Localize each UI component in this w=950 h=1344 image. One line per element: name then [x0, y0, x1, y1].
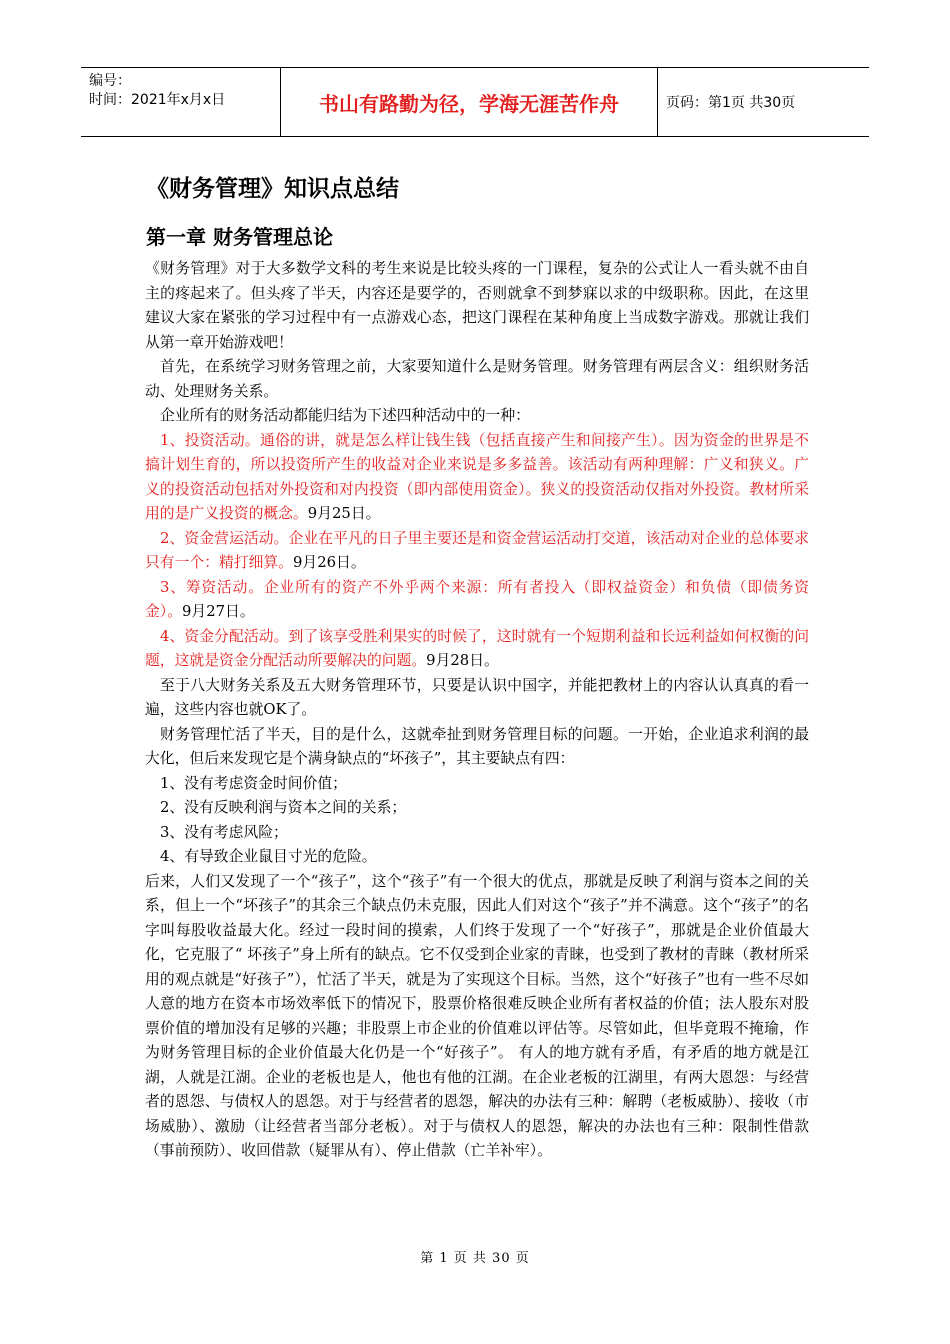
activity-investment-date: 9月25日。	[307, 505, 381, 522]
activity-distribution-text: 4、资金分配活动。到了该享受胜利果实的时候了，这时就有一个短期利益和长远利益如何权衡的问题，这就是资金分配活动所要解决的问题。	[145, 627, 809, 669]
number-label: 编号：	[89, 73, 131, 89]
activity-operation-date: 9月26日。	[292, 554, 366, 571]
activity-distribution	[145, 625, 809, 674]
activity-financing-text: 3、筹资活动。企业所有的资产不外乎两个来源：所有者投入（即权益资金）和负债（即债务资金）。	[145, 578, 809, 620]
activity-financing	[145, 576, 809, 625]
date-text: 时间：2021年x月x日	[89, 92, 226, 108]
activities-intro: 企业所有的财务活动都能归结为下述四种活动中的一种：	[160, 407, 530, 424]
activity-investment	[145, 429, 809, 527]
activity-distribution-date: 9月28日。	[426, 652, 499, 669]
list-item: 1、没有考虑资金时间价值；	[160, 774, 347, 792]
activity-financing-date: 9月27日。	[182, 603, 255, 620]
page-header	[81, 67, 869, 137]
list-item: 2、没有反映利润与资本之间的关系；	[160, 799, 407, 816]
activity-operation-text: 2、资金营运活动。企业在平凡的日子里主要还是和资金营运活动打交道，该活动对企业的总体要求只有一个：精打细算。	[145, 529, 809, 571]
document-title: 《财务管理》知识点总结	[146, 176, 399, 202]
header-meta	[81, 68, 281, 136]
goal-paragraph: 财务管理忙活了半天，目的是什么，这就牵扯到财务管理目标的问题。一开始，企业追求利润的最大化，但后来发现它是个满身缺点的“坏孩子”，其主要缺点有四：	[145, 725, 809, 767]
activity-operation	[145, 527, 809, 576]
list-item: 4、有导致企业鼠目寸光的危险。	[160, 848, 377, 865]
header-page-info: 页码：第1页 共30页	[666, 95, 796, 111]
header-motto: 书山有路勤为径，学海无涯苦作舟	[281, 68, 658, 136]
intro-paragraph: 《财务管理》对于大多数学文科的考生来说是比较头疼的一门课程，复杂的公式让人一看头就不由自主的疼起来了。但头疼了半天，内容还是要学的，否则就拿不到梦寐以求的中级职称。因此，在这里建议大家在紧张的学习过程中有一点游戏心态，把这门课程在某种角度上当成数字游戏。那就让我们从第一章开始游戏吧！	[145, 260, 809, 351]
relations-paragraph: 至于八大财务关系及五大财务管理环节，只要是认识中国字，并能把教材上的内容认认真真的看一遍，这些内容也就OK了。	[145, 676, 809, 718]
activity-investment-text: 1、投资活动。通俗的讲，就是怎么样让钱生钱（包括直接产生和间接产生）。因为资金的世界是不搞计划生育的，所以投资所产生的收益对企业来说是多多益善。该活动有两种理解：广义和狭义。广义的投资活动包括对外投资和对内投资（即内部使用资金）。狭义的投资活动仅指对外投资。教材所采用的是广义投资的概念。	[145, 431, 809, 522]
chapter-title: 第一章 财务管理总论	[146, 225, 333, 249]
definition-paragraph: 首先，在系统学习财务管理之前，大家要知道什么是财务管理。财务管理有两层含义：组织财务活动、处理财务关系。	[145, 358, 809, 400]
list-item: 3、没有考虑风险；	[160, 823, 288, 841]
page-footer: 第 1 页 共 30 页	[420, 1251, 530, 1266]
document-body	[145, 257, 809, 1164]
conclusion-paragraph: 后来，人们又发现了一个“孩子”，这个“孩子”有一个很大的优点，那就是反映了利润与资本之间的关系，但上一个“坏孩子”的其余三个缺点仍未克服，因此人们对这个“孩子”并不满意。这个“孩子”的名字叫每股收益最大化。经过一段时间的摸索，人们终于发现了一个“好孩子”，那就是企业价值最大化，它克服了“ 坏孩子”身上所有的缺点。它不仅受到企业家的青睐，也受到了教材的青睐（教材所采用的观点就是“好孩子”），忙活了半天，就是为了实现这个目标。当然，这个“好孩子”也有一些不尽如人意的地方在资本市场效率低下的情况下，股票价格很难反映企业所有者权益的价值；法人股东对股票价值的增加没有足够的兴趣；非股票上市企业的价值难以评估等。尽管如此，但毕竟瑕不掩瑜，作为财务管理目标的企业价值最大化仍是一个“好孩子”。 有人的地方就有矛盾，有矛盾的地方就是江湖，人就是江湖。企业的老板也是人，他也有他的江湖。在企业老板的江湖里，有两大恩怨：与经营者的恩怨、与债权人的恩怨。对于与经营者的恩怨，解决的办法有三种：解聘（老板威胁）、接收（市场威胁）、激励（让经营者当部分老板）。对于与债权人的恩怨，解决的办法也有三种：限制性借款（事前预防）、收回借款（疑罪从有）、停止借款（亡羊补牢）。	[145, 872, 809, 1159]
